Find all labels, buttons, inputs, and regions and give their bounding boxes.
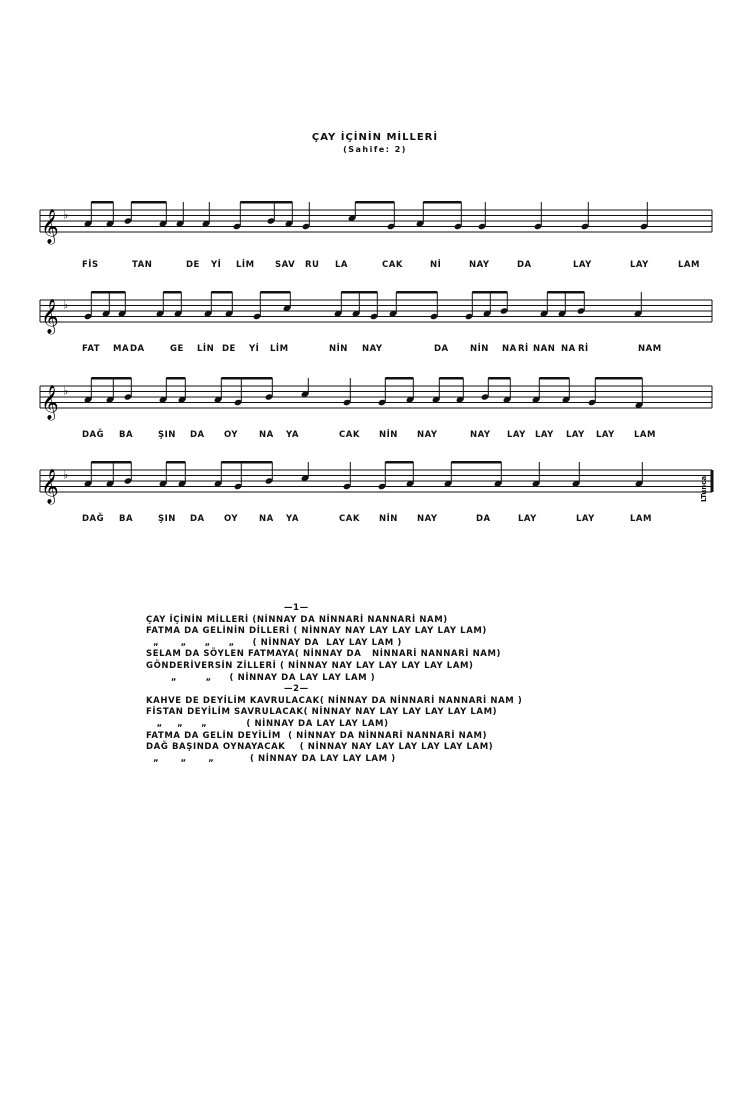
note-beam [396,291,437,294]
lyric-syllable: Yİ [211,260,222,270]
flat-key-signature-icon: ♭ [63,384,69,398]
note-beam [91,291,125,294]
note-beam [131,201,166,204]
lyric-syllable: FİS [82,260,99,270]
lyric-syllable: DA [190,514,205,524]
lyric-syllable: NA [259,430,274,440]
lyric-syllable: LAY [507,430,526,440]
lyric-syllable: OY [224,514,239,524]
treble-clef-icon: 𝄞 [41,469,59,504]
lyric-syllable: DA [476,514,491,524]
lyric-syllable: NİN [329,344,348,354]
lyric-syllable: NAY [417,430,438,440]
lyric-syllable: DA [517,260,532,270]
lyric-syllable: GE [170,344,184,354]
flat-key-signature-icon: ♭ [63,298,69,312]
lyric-syllable: Rİ [578,344,589,354]
lyric-syllable: NAY [470,430,491,440]
verse-line: ÇAY İÇİNİN MİLLERİ (NİNNAY DA NİNNARİ NANNARİ NAM) [146,614,448,625]
note-beam [163,291,181,294]
note-beam [355,201,394,204]
note-beam [488,377,510,380]
note-beam [341,291,377,294]
page-subtitle: (Sahife: 2) [343,145,407,154]
lyric-syllable: BA [119,430,134,440]
lyric-row-2 [36,344,714,358]
lyric-syllable: LAY [596,430,615,440]
note-beam [423,201,461,204]
note-beam [385,377,413,380]
lyric-syllable: DAĞ [82,430,105,440]
lyric-row-4 [36,514,714,528]
lyric-syllable: NİN [470,344,489,354]
note-beam [211,291,232,294]
treble-clef-icon: 𝄞 [41,209,59,244]
lyric-syllable: LAY [630,260,649,270]
lyric-syllable: NA [502,344,517,354]
lyric-syllable: ŞIN [158,514,176,524]
lyric-syllable: DE [222,344,236,354]
lyric-syllable: MA [113,344,130,354]
verse-line: KAHVE DE DEYİLİM KAVRULACAK( NİNNAY DA NİNNARİ NANNARİ NAM ) [146,695,523,706]
verse-line: GÖNDERİVERSİN ZİLLERİ ( NİNNAY NAY LAY LAY LAY LAY LAM) [146,660,474,671]
lyric-syllable: YA [286,430,299,440]
treble-clef-icon: 𝄞 [41,385,59,420]
verse-line: FATMA DA GELİN DEYİLİM ( NİNNAY DA NİNNARİ NANNARİ NAM) [146,730,488,741]
lyric-syllable: Yİ [249,344,260,354]
note-beam [539,377,569,380]
lyric-syllable: LA [335,260,348,270]
arranger-signature: LTunca [700,475,708,502]
lyric-syllable: NAY [362,344,383,354]
lyric-syllable: NAY [469,260,490,270]
note-beam [91,461,131,464]
lyric-syllable: LAY [573,260,592,270]
flat-key-signature-icon: ♭ [63,208,69,222]
song-title: ÇAY İÇİNİN MİLLERİ [311,132,439,143]
note-beam [240,201,292,204]
note-beam [221,461,272,464]
lyric-syllable: CAK [339,514,360,524]
note-beam [166,461,185,464]
verse-number-2: —2— [284,684,309,695]
title-block [0,132,750,154]
staff-3 [36,374,714,434]
lyric-syllable: BA [119,514,134,524]
note-beam [91,377,131,380]
lyric-syllable: OY [224,430,239,440]
lyric-syllable: Rİ [518,344,529,354]
lyric-row-3 [36,430,714,444]
note-beam [547,291,584,294]
lyric-syllable: SAV [275,260,296,270]
lyric-syllable: LİM [236,260,255,270]
lyric-syllable: DA [190,430,205,440]
lyric-syllable: NAN [533,344,556,354]
lyric-syllable: LİM [270,344,289,354]
staff-system-2 [36,288,714,384]
lyric-syllable: LİN [197,344,215,354]
staff-4 [36,458,714,518]
lyric-syllable: DAĞ [82,514,105,524]
lyric-syllable: ŞIN [158,430,176,440]
lyric-syllable: LAM [634,430,656,440]
lyric-syllable: Nİ [430,260,442,270]
note-beam [260,291,290,294]
note-beam [91,201,113,204]
lyric-syllable: DA [130,344,145,354]
lyric-syllable: DE [186,260,200,270]
lyric-syllable: NA [259,514,274,524]
verse-line: SELAM DA SÖYLEN FATMAYA( NİNNAY DA NİNNARİ NANNARİ NAM) [146,649,502,660]
lyric-syllable: NİN [379,514,398,524]
verses-block [146,603,522,765]
note-beam [472,291,507,294]
verse-number-1: —1— [284,603,309,613]
note-beam [166,377,185,380]
staff-1 [36,198,714,258]
lyric-syllable: LAM [630,514,652,524]
verse-line: „ „ „ „ ( NİNNAY DA LAY LAY LAM ) [146,637,402,648]
verse-line: „ „ ( NİNNAY DA LAY LAY LAM ) [146,672,376,683]
lyric-syllable: TAN [132,260,153,270]
lyric-syllable: CAK [382,260,403,270]
lyric-syllable: LAY [566,430,585,440]
note-beam [595,377,642,380]
verse-line: „ „ „ ( NİNNAY DA LAY LAY LAM) [146,718,389,729]
staff-system-3 [36,374,714,470]
verse-line: FATMA DA GELİNİN DİLLERİ ( NİNNAY NAY LAY LAY LAY LAY LAM) [146,626,487,637]
lyric-syllable: NAY [417,514,438,524]
lyric-syllable: LAY [576,514,595,524]
note-beam [439,377,463,380]
staff-system-1 [36,198,714,294]
lyric-syllable: RU [305,260,320,270]
lyric-syllable: CAK [339,430,360,440]
lyric-syllable: DA [434,344,449,354]
lyric-syllable: LAY [518,514,537,524]
lyric-syllable: FAT [82,344,101,354]
verse-line: „ „ „ ( NİNNAY DA LAY LAY LAM ) [146,753,396,764]
note-beam [451,461,501,464]
lyric-syllable: NAM [638,344,662,354]
lyric-syllable: LAM [678,260,700,270]
lyric-syllable: LAY [535,430,554,440]
note-beam [221,377,272,380]
lyric-syllable: NA [561,344,576,354]
note-beam [385,461,413,464]
treble-clef-icon: 𝄞 [41,299,59,334]
staff-2 [36,288,714,348]
lyric-syllable: NİN [379,430,398,440]
staff-system-4 [36,458,714,554]
flat-key-signature-icon: ♭ [63,468,69,482]
verse-line: FİSTAN DEYİLİM SAVRULACAK( NİNNAY NAY LAY LAY LAY LAY LAM) [146,707,498,718]
verse-line: DAĞ BAŞINDA OYNAYACAK ( NİNNAY NAY LAY LAY LAY LAY LAM) [146,742,494,753]
lyric-syllable: YA [286,514,299,524]
lyric-row-1 [36,260,714,274]
